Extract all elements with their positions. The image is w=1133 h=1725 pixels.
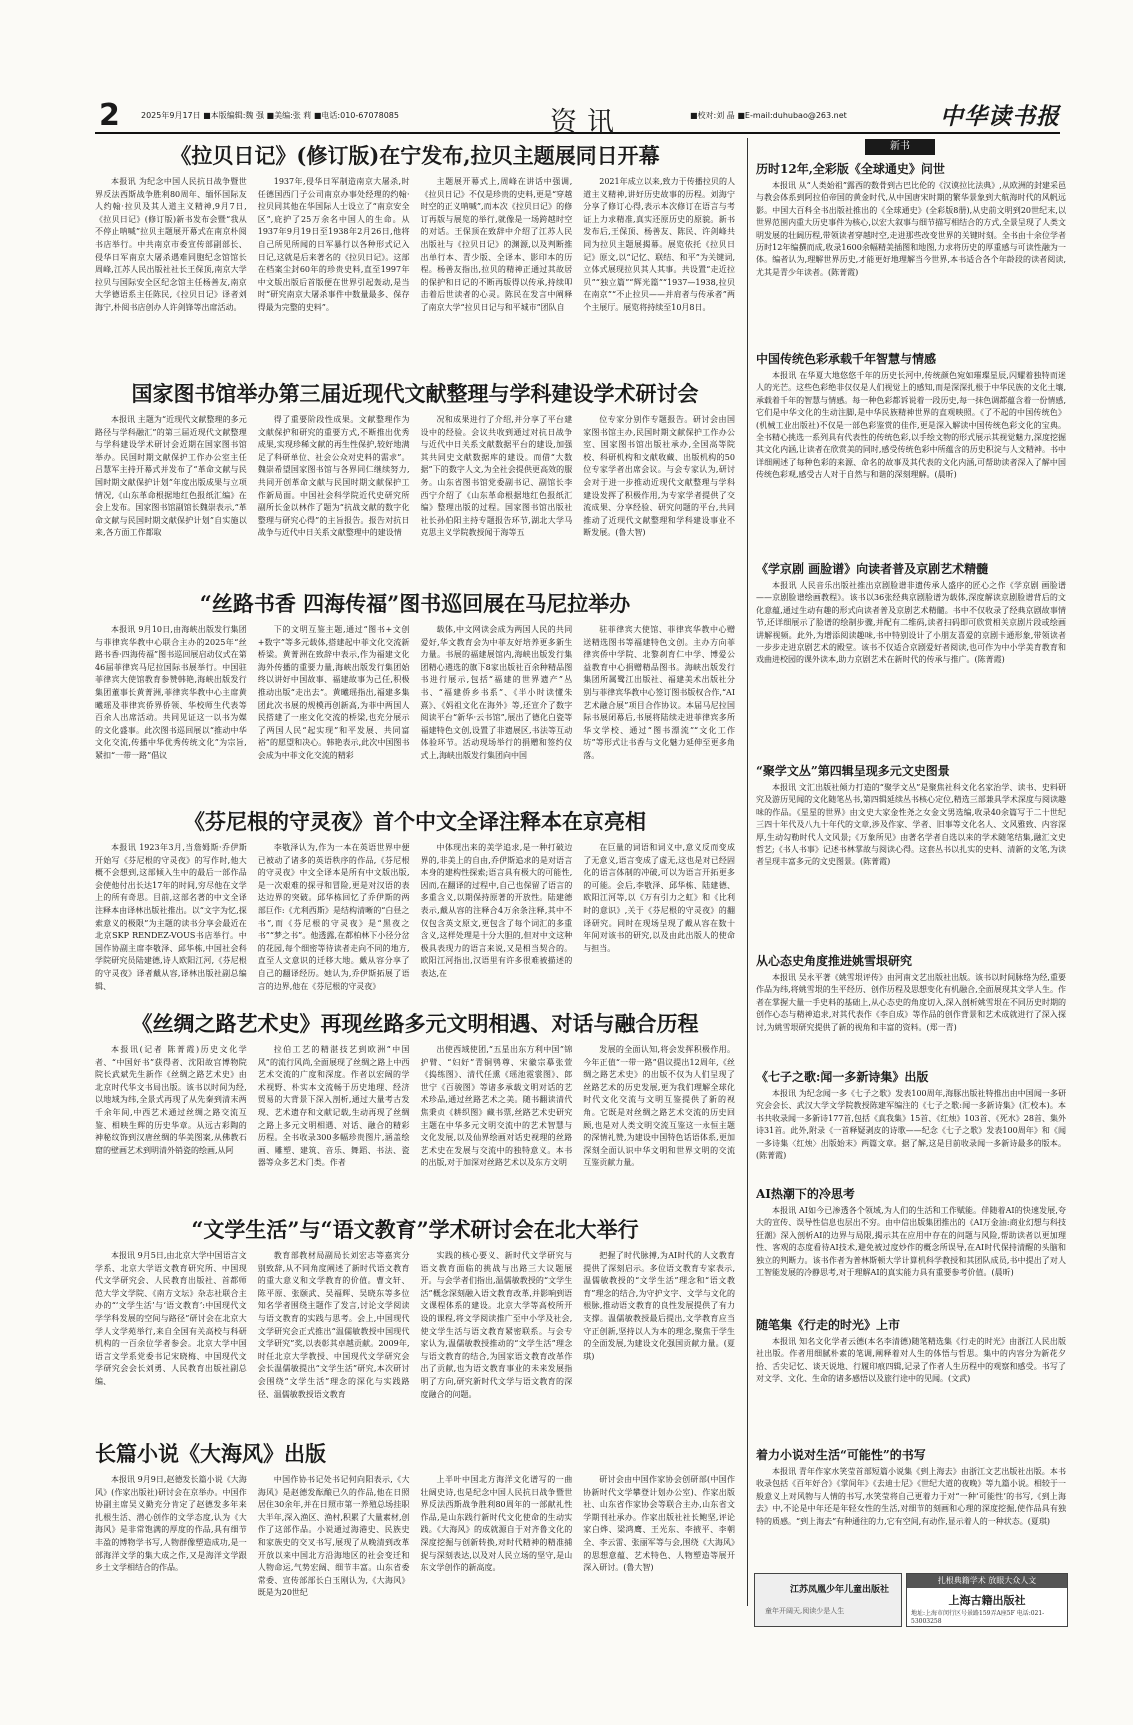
article-text: 位专家分别作专题报告。研讨会由国家图书馆主办,民国时期文献保护工作办公室、国家图书馆出版社承办,全国高等院校、科研机构和文献收藏、出版机构的50位专家学者出席会议。与会专家认为,研讨会对于进一步推动近现代文献整理与学科建设发挥了积极作用,为专家学者提供了交流成果、分享经验、研究问题的平台,共同推动了近现代文献整理和学科建设事业不断发展。(鲁大智): [583, 415, 735, 538]
article-title: 《芬尼根的守灵夜》首个中文全译注释本在京亮相: [184, 809, 646, 834]
page-number: 2: [99, 98, 120, 133]
article-text: 研讨会由中国作家协会创研部(中国作协新时代文学攀登计划办公室)、作家出版社、山东省作家协会等联合主办,山东省文学期刊社承办。作家出版社社长鲍坚,评论家白烨、梁鸿鹰、王光东、李掖平、李朝全、李云雷、张丽军等与会,围绕《大海风》的思想意蕴、艺术特色、人物塑造等展开深入研讨。(鲁大智): [583, 1475, 735, 1573]
brief-text: 本报讯 人民音乐出版社推出京剧脸谱非遗传承人盛序的匠心之作《学京剧 画脸谱——京剧脸谱绘画教程》。该书以36张经典京剧脸谱为载体,深度解读京剧脸谱背后的文化意蕴,通过生动有趣的形式向读者普及京剧艺术精髓。书中不仅收录了经典京剧故事情节,还详细展示了脸谱的绘制步骤,并配有二维码,读者扫码即可欣赏相关京剧片段或绘画讲解视频。此外,为增添阅读趣味,书中特别设计了小朋友喜爱的京剧卡通形象,带领读者一步步走进京剧艺术的殿堂。该书不仅适合京剧爱好者阅读,也可作为中小学美育教育和戏曲进校园的课外读本,助力京剧艺术在新时代的传承与推广。(陈菁霞): [756, 581, 1066, 665]
page-header: [95, 98, 1060, 138]
brief-4: [756, 762, 1066, 946]
publisher-ad-left: [754, 1573, 902, 1627]
article-title: 《拉贝日记》(修订版)在宁发布,拉贝主题展同日开幕: [170, 143, 660, 168]
article-title: 长篇小说《大海风》出版: [95, 1441, 326, 1466]
brief-text: 本报讯 吴永平著《姚雪垠评传》由河南文艺出版社出版。该书以时间脉络为经,重要作品为纬,将姚雪垠的生平经历、创作历程及思想变化有机融合,全面展现其文学人生。作者在掌握大量一手史料的基础上,从心态史的角度切入,深入剖析姚雪垠在不同历史时期的创作心态与精神追求,对其代表作《李自成》等作品的创作背景和艺术成就进行了深入探讨,为姚雪垠研究提供了新的视角和丰富的资料。(郑一青): [756, 973, 1066, 1032]
brief-title: AI热潮下的冷思考: [756, 1187, 855, 1201]
article-text: 本报讯 为纪念中国人民抗日战争暨世界反法西斯战争胜利80周年、缅怀国际友人约翰·拉贝及其人道主义精神,9月7日,《拉贝日记》(修订版)新书发布会暨“我从不停止呐喊”拉贝主题展开幕式在南京朴阅书店举行。中共南京市委宣传部副部长、侵华日军南京大屠杀遇难同胞纪念馆馆长周峰,江苏人民出版社社长王保顶,南京大学拉贝与国际安全区纪念馆主任杨善友,南京大学德语系主任陈民,《拉贝日记》译者刘海宁,朴阅书店创办人许剑锋等出席活动。: [95, 177, 247, 312]
brief-text: 本报讯 在华夏大地悠悠千年的历史长河中,传统颜色宛如璀璨星辰,闪耀着独特而迷人的光芒。这些色彩绝非仅仅是人们视觉上的感知,而是深深扎根于中华民族的文化土壤,承载着千年的智慧与情感。每一种色彩都诉说着一段历史,每一抹色调都蕴含着一份情感,它们是中华文化的生动注脚,是中华民族精神世界的直观映照。《了不起的中国传统色》(机械工业出版社)不仅是一部色彩鉴赏的佳作,更是深入解读中国传统色彩文化的宝典。全书精心挑选一系列具有代表性的传统色彩,以手绘文物的形式展示其视觉魅力,深度挖掘其文化内涵,让读者在欣赏美的同时,感受传统色彩中所蕴含的历史积淀与人文精神。书中详细阐述了每种色彩的来源、命名的故事及其代表的文化内涵,可帮助读者深入了解中国传统色彩观,感受古人对于自然与和谐的深刻理解。(晨昕): [756, 371, 1066, 480]
article-text: 2021年成立以来,致力于传播拉贝的人道主义精神,讲好历史故事的历程。刘海宁分享了修订心得,表示本次修订在语言与考证上力求精准,真实还原历史的原貌。新书发布后,王保顶、杨善友、陈民、许剑峰共同为拉贝主题展揭幕。展览依托《拉贝日记》原文,以“记忆、联结、和平”为关键词,立体式展现拉贝其人其事。共设置“走近拉贝”“独立篇”“辉光篇”“1937—1938,拉贝在南京”“不止拉贝——并肩者与传承者”两个主展厅。展览将持续至10月8日。: [583, 177, 735, 312]
newspaper-logo: 中华读书报: [940, 103, 1060, 130]
article-6: [95, 1214, 735, 1424]
publisher-ad-right: [906, 1573, 1068, 1627]
brief-title: 着力小说对生活“可能性”的书写: [756, 1448, 926, 1462]
article-3: [95, 588, 735, 793]
article-text: 李敬泽认为,作为一本在英语世界中便已被动了诸多的英语秩序的作品,《芬尼根的守灵夜》中文全译本是所有中文版出版,是一次艰难的探寻和冒险,更是对汉语的表达边界的突破。邱华栋回忆了乔伊斯的两部巨作:《尤利西斯》是结构清晰的“白昼之书”,而《芬尼根的守灵夜》是“黑夜之书”“梦之书”。他透露,在都柏林下小径分岔的花园,每个细密等待读者走向不同的地方,直至人文意识的迁移大地。戴从容分享了自己的翻译经历。她认为,乔伊斯拓展了语言的边界,他在《芬尼根的守灵夜》: [257, 843, 410, 991]
article-text: 1937年,侵华日军制造南京大屠杀,时任德国西门子公司南京办事处经理的约翰·拉贝同其他在华国际人士设立了“南京安全区”,庇护了25万余名中国人的生命。从1937年9月19日至1938年2月26日,他将自己所见所闻的日军暴行以各种形式记入日记,这就是后来著名的《拉贝日记》。这部在档案尘封60年的珍贵史料,直至1997年中文版出版后首版便在世界引起轰动,是当时“研究南京大屠杀事件中数量最多、保存得最为完整的史料”。: [257, 177, 410, 312]
brief-title: “聚学文丛”第四辑呈现多元文史图景: [756, 764, 950, 778]
ad-publisher-name: 江苏凤凰少年儿童出版社: [790, 1585, 890, 1595]
article-text: 在巨量的词语和词义中,意义反而变成了无意义,语言变成了虚无,这也是对已经固化的语言体制的冲破,可以为语言开拓更多的可能。会后,李敬泽、邱华栋、陆建德、欧阳江河等,以《万有引力之虹》和《比利时的意识》,关于《芬尼根的守灵夜》的翻译研究。同时在现场呈现了戴从容在数十年间对该书的研究,以及由此出版人的使命与担当。: [583, 843, 735, 953]
brief-text: 本报讯 从“人类始祖”露西的数骨到古巴比伦的《汉谟拉比法典》,从欧洲的封建采邑与教会体系到阿拉伯帝国的黄金时代,从中国唐宋时期的繁华景象到大航海时代的风帆远影。中国大百科全书出版社推出的《全球通史》(全彩版8册),从史前文明到20世纪末,以世界范围内重大历史事件为核心,以宏大叙事与细节描写相结合的方式,全景呈现了人类文明发展的壮阔历程,带领读者穿越时空,走进那些改变世界的关键时刻。全书由十余位学者历时12年编撰而成,收录1600余幅精美插图和地图,力求将历史的厚重感与可读性融为一体。编者认为,理解世界历史,才能更好地理解当今世界,本书适合各个年龄段的读者阅读,尤其是青少年读者。(陈菁霞): [756, 181, 1066, 277]
brief-5: [756, 952, 1066, 1062]
article-text: 中体现出来的美学追求,是一种打破边界的,非美上的自由,乔伊斯追求的是对语言本身的建构性探索;语言具有极大的可能性,因而,在翻译的过程中,自己也保留了语言的多重含义,以期保持原著的开放性。陆建德表示,戴从容的注释合4万余条注释,其中不仅包含英文原文,更包含了每个词汇的多重含义,这样处理是十分大胆的,但对中文这种极具表现力的语言来说,又是相当契合的。欧阳江河指出,汉语里有许多很难被描述的表达,在: [420, 843, 573, 978]
ad-publisher-name: 上海古籍出版社: [948, 1594, 1026, 1607]
article-title: 《丝绸之路艺术史》再现丝路多元文明相遇、对话与融合历程: [131, 1011, 699, 1036]
column-divider: [747, 138, 748, 1606]
article-text: 本报讯 9月9日,赵德发长篇小说《大海风》(作家出版社)研讨会在京举办。中国作协副主席吴义勤充分肯定了赵德发多年来扎根生活、潜心创作的文学态度,认为《大海风》是非常饱满的厚度的作品,具有细节丰盈的博物学书写,人物群像塑造成功,是一部海洋文学的集大成之作,又是海洋文学跟乡土文学相结合的作品。: [95, 1475, 247, 1573]
article-text: 得了重要阶段性成果。文献整理作为文献保护和研究的重要方式,不断推出优秀成果,实现珍稀文献的再生性保护,较好地满足了科研单位、社会公众对史料的需求”。魏崇希望国家图书馆与各界同仁继续努力,共同开创革命文献与民国时期文献保护工作新局面。中国社会科学院近代史研究所副所长金以林作了题为“抗战文献的数字化整理与研究心得”的主旨报告。报告对抗日战争与近代中日关系文献整理中的建设情: [257, 415, 410, 538]
brief-8: [756, 1316, 1066, 1440]
section-title: 资讯: [550, 107, 624, 138]
ad-address: 地址:上海市闵行区号景路159弄A座5F 电话:021-53003258: [911, 1610, 1045, 1625]
article-text: 本报讯 1923年3月,当詹姆斯·乔伊斯开始写《芬尼根的守灵夜》的写作时,他大概不会想到,这部倾入生中的最后一部作品会使他付出长达17年的时间,穷尽他在文学上的所有奇思。目前,这部名著的中文全译注释本由译林出版社推出。以“文字为忆,探索意义的极限”为主题的读书分享会最近在北京SKP RENDEZ-VOUS书店举行。中国作协副主席李敬泽、邱华栋,中国社会科学院研究员陆建德,诗人欧阳江河,《芬尼根的守灵夜》译者戴从容,译林出版社副总编辑、: [95, 843, 247, 991]
brief-text: 本报讯 青年作家水笑莹首部短篇小说集《到上海去》由浙江文艺出版社出版。本书收录包括《百年好合》《掌间年》《去迪士尼》《世纪大道的夜晚》等九篇小说。相较于一般意义上对风物与人情的书写,水笑莹将自己更着力于对“一种‘可能性’的书写,《到上海去》中,不论是中年还是年轻女性的生活,对细节的刻画和心理的深度挖掘,使作品具有独特的质感。“到上海去”有种通往的力,它有空间,有动作,显示着人的一种状态。(夏琪): [756, 1467, 1066, 1526]
article-text: 况和成果进行了介绍,并分享了平台建设中的经验。会议共收到通过对抗日战争与近代中日关系文献数据平台的建设,加强其共同史文献数据库的建设。而借“大数据”下的数字人文,为全社会提供更高效的服务。山东省图书馆党委副书记、副馆长李西宁介绍了《山东革命根据地红色报纸汇编》整理出版的过程。国家图书馆出版社社长孙伯阳主持专题报告环节,湖北大学马克思主义学院教授闻于海等五: [420, 415, 573, 538]
sidebar-tag: 新书: [865, 139, 935, 155]
ad-slogan: 扎根典籍学术 放眼大众人文: [907, 1574, 1067, 1588]
brief-6: [756, 1068, 1066, 1178]
brief-2: [756, 350, 1066, 553]
article-text: 上半叶中国北方海洋文化谱写的一曲壮阔史诗,也是纪念中国人民抗日战争暨世界反法西斯战争胜利80周年的一部献礼性作品,是山东践行新时代文化使命的生动实践。《大海风》的成就源自于对齐鲁文化的深度挖掘与创新转换,对时代精神的精准捕捉与深刻表达,以及对人民立场的坚守,是山东文学创作的新高度。: [420, 1475, 573, 1573]
article-text: 下的文明互鉴主题,通过“图书+文创+数字”等多元载体,搭建起中菲文化交流新桥梁。黄菁洲在致辞中表示,作为福建文化海外传播的重要力量,海峡出版发行集团始终以讲好中国故事、福建故事为己任,积极推动出版“走出去”。黄曦瑶指出,福建多集团此次书展的规模再创新高,为菲中两国人民搭建了一座文化交流的桥梁,也充分展示了两国人民“起实现”和平发展、共同富裕”的愿望和决心。韩艳表示,此次中国图书会成为中菲文化交流的精彩: [257, 625, 410, 760]
article-4: [95, 806, 735, 996]
article-text: 驻菲律宾大使馆、菲律宾华教中心赠送精选图书等福建特色文创。主办方向菲律宾侨中学院、北黎刹育仁中学、博爱公益教育中心捐赠精品图书。海峡出版发行集团所属鹭江出版社、福建美术出版社分别与菲律宾华教中心签订图书版权合作,“AI艺术融合展”项目合作协议。本届马尼拉国际书展闭幕后,书展将陆续走进菲律宾多所华文学校、通过“图书漂流”“文化工作坊”等形式让书香与文化魅力延伸至更多角落。: [583, 625, 735, 760]
article-title: “丝路书香 四海传福”图书巡回展在马尼拉举办: [199, 591, 631, 616]
article-text: 中国作协书记处书记何向阳表示,《大海风》是赵德发酝酿已久的作品,他在日照居住30余年,并在日照市第一养殖总场挂职大半年,深入渔区、渔村,积累了大量素材,创作了这部作品。小说通过海港史、民族史和家族史的交叉书写,展现了从晚清到改革开放以来中国北方沿海地区的社会变迁和人物命运,气势宏阔、细节丰富。山东省委常委、宣传部部长白玉刚认为,《大海风》既是为20世纪: [257, 1475, 410, 1598]
brief-3: [756, 560, 1066, 755]
brief-title: 中国传统色彩承载千年智慧与情感: [756, 352, 937, 366]
article-text: 本报讯(记者 陈菁霞)历史文化学者、“中国好书”获得者、沈阳故宫博物院院长武斌先生新作《丝绸之路艺术史》由北京时代华文书局出版。该书以时间为经,以地域为纬,全景式再现了从先秦到清末两千余年间,中西艺术通过丝绸之路交流互鉴、相映生辉的历史华章。从远古彩陶的神秘纹饰到汉唐丝绸的华美图案,从佛教石窟的壁画艺术到明清外销瓷的绘画,从阿: [95, 1045, 247, 1155]
brief-title: 《学京剧 画脸谱》向读者普及京剧艺术精髓: [756, 562, 989, 576]
brief-title: 《七子之歌:闻一多新诗集》出版: [756, 1070, 929, 1084]
brief-9: [756, 1446, 1066, 1568]
brief-text: 本报讯 为纪念闻一多《七子之歌》发表100周年,海豚出版社特推出由中国闻一多研究会会长、武汉大学文学院教授陈建军编注的《七子之歌:闻一多新诗集》(汇校本)。本书共收录闻一多新诗177首,包括《真我集》15首、《红烛》103首、《死水》28首、集外诗31首。此外,附录《一首释疑剥皮的诗歌——纪念《七子之歌》发表100周年》和《闻一多诗集〈红烛〉出版始末》两篇文章。据了解,这是目前收录闻一多新诗最多的版本。(陈菁霞): [756, 1089, 1066, 1161]
brief-title: 历时12年,全彩版《全球通史》问世: [756, 162, 945, 176]
brief-title: 从心态史角度推进姚雪垠研究: [756, 954, 913, 968]
article-text: 主题展开幕式上,周峰在讲话中强调,《拉贝日记》不仅是珍贵的史料,更是“穿越时空的正义呐喊”,而本次《拉贝日记》的修订再版与展览的举行,就像是一场跨越时空的对话。王保顶在致辞中介绍了江苏人民出版社与《拉贝日记》的渊源,以及判断推出单行本、青少版、全译本、影印本的历程。杨善友指出,拉贝的精神正通过其故居的保护和日记的不断再版得以传承,持续叩击着后世读者的心灵。陈民在发言中阐释了南京大学“拉贝日记与和平城市”团队自: [420, 177, 573, 312]
article-title: 国家图书馆举办第三届近现代文献整理与学科建设学术研讨会: [131, 381, 699, 406]
article-text: 本报讯 9月5日,由北京大学中国语言文学系、北京大学语文教育研究所、中国现代文学研究会、人民教育出版社、首都师范大学文学院、《南方文坛》杂志社联合主办的“‘文学生活’与‘语文教育’:中国现代文学学科发展的空间与路径”研讨会在北京大学人文学苑举行,来自全国有关高校与科研机构的一百余位学者参会。北京大学中国语言文学系党委书记宋晓梅、中国现代文学研究会会长刘勇、人民教育出版社副总编、: [95, 1251, 247, 1386]
header-info-left: 2025年9月17日 ■本版编辑:魏 强 ■美编:张 莉 ■电话:010-67078085: [141, 111, 399, 120]
article-7: [95, 1438, 735, 1618]
article-text: 把握了时代脉搏,为AI时代的人文教育提供了深刻启示。多位语文教育专家表示,温儒敏教授的“文学生活”理念和“语文教育”理念的结合,为守护文字、文学与文化的根脉,推动语文教育的良性发展提供了有力支撑。温儒敏教授最后提出,文学教育应当守正创新,坚持以人为本的理念,聚焦于学生的全面发展,为建设文化强国贡献力量。(夏琪): [583, 1251, 735, 1361]
article-title: “文学生活”与“语文教育”学术研讨会在北大举行: [191, 1217, 639, 1242]
brief-1: [756, 160, 1066, 343]
brief-text: 本报讯 知名文化学者云德(本名李清德)随笔精选集《行走的时光》由浙江人民出版社出版。作者用细腻朴素的笔调,阐释着对人生的体悟与哲思。集中的内容分为新花夕拾、舌尖记忆、谈天说地、行履印痕四辑,记录了作者人生历程中的观察和感受。书写了对文学、文化、生命的诸多感悟以及旅行途中的见闻。(文武): [756, 1337, 1066, 1384]
article-1: [95, 140, 735, 318]
brief-title: 随笔集《行走的时光》上市: [756, 1318, 901, 1332]
header-info-right: ■校对:刘 晶 ■E-mail:duhubao@263.net: [690, 111, 847, 120]
article-text: 本报讯 9月10日,由海峡出版发行集团与菲律宾华教中心联合主办的2025年“丝路书香·四海传福”图书巡回展启动仪式在第46届菲律宾马尼拉国际书展举行。中国驻菲律宾大使馆教育参赞韩艳,海峡出版发行集团董事长黄菁洲,菲律宾华教中心主席黄曦瑶及菲律宾侨界侨领、华校师生代表等百余人出席活动。共同见证这一以书为媒的文化盛事。此次图书巡回展以“推动中华文化交流,传播中华优秀传统文化”为宗旨,紧扣“一带一路”倡议: [95, 625, 247, 760]
brief-7: [756, 1185, 1066, 1310]
article-2: [95, 378, 735, 580]
article-text: 发展的全面认知,将会发挥积极作用。今年正值“一带一路”倡议提出12周年,《丝绸之路艺术史》的出版不仅为人们呈现了丝路艺术的历史发展,更为我们理解全球化时代文化交流与文明互鉴提供了新的视角。它既是对丝绸之路艺术交流的历史回顾,也是对人类文明交流互鉴这一永恒主题的深情礼赞,为建设中国特色话语体系,更加深刻全面认识中华文明和世界文明的交流互鉴贡献力量。: [583, 1045, 735, 1168]
article-text: 教育部教材局副局长刘宏志等嘉宾分别致辞,从不同角度阐述了新时代语文教育的重大意义和文学教育的价值。曹文轩、陈平原、张颐武、吴福辉、吴晓东等多位知名学者围绕主题作了发言,讨论文学阅读与语文教育的实践与思考。会上,中国现代文学研究会正式推出“温儒敏教授中国现代文学研究”奖,以表彰其卓越贡献。2009年,时任北京大学教授、中国现代文学研究会会长温儒敏提出“文学生活”研究,本次研讨会围绕“文学生活”理念的深化与实践路径、温儒敏教授语文教育: [257, 1251, 410, 1399]
article-text: 实践的核心要义、新时代文学研究与语文教育面临的挑战与出路三大议题展开。与会学者们指出,温儒敏教授的“文学生活”概念深刻融入语文教育改革,并影响到语文课程体系的建设。北京大学等高校所开设的课程,将文学阅读推广至中小学及社会,使文学生活与语文教育紧密联系。与会专家认为,温儒敏教授推动的“文学生活”理念与语文教育的结合,为国家语文教育改革作出了贡献,也为语文教育事业的未来发展指明了方向,研究新时代文学与语文教育的深度融合的问题。: [420, 1251, 573, 1399]
article-text: 拉伯工艺的精湛技艺到欧洲“中国风”的流行风尚,全面展现了丝绸之路上中西艺术交流的广度和深度。作者以宏阔的学术视野、朴实本文流畅于历史地理、经济贸易的大背景下深入剖析,通过大量考古发现、艺术遗存和文献记载,生动再现了丝绸之路上多元文明相遇、对话、融合的精彩历程。全书收录300多幅珍贵图片,涵盖绘画、雕塑、建筑、音乐、舞蹈、书法、瓷器等众多艺术门类。作者: [257, 1045, 410, 1168]
ad-slogan: 童年开阔天,阅读少是人生: [765, 1607, 845, 1615]
article-text: 本报讯 主题为“近现代文献整理的多元路径与学科融汇”的第三届近现代文献整理与学科建设学术研讨会近期在国家图书馆举办。民国时期文献保护工作办公室主任吕慧军主持开幕式并发布了“革命文献与民国时期文献保护计划”年度出版成果与立项情况,《山东革命根据地红色报纸汇编》在会上发布。国家图书馆副馆长魏崇表示,“革命文献与民国时期文献保护计划”自实施以来,各方面工作都取: [95, 415, 247, 538]
article-5: [95, 1008, 735, 1188]
article-text: 载体,中文网读会成为两国人民的共同爱好,华文教育会为中菲友好培养更多新生力量。书展的福建展馆内,海峡出版发行集团精心遴选的旗下8家出版社百余种精品图书进行展示,包括“福建的世界遗产”丛书、“福建侨乡书系”、《半小时读懂朱熹》、《妈祖文化在海外》等,还宣介了数字阅读平台“新华·云书馆”,展出了德化白瓷等福建特色文创,设置了非遗展区,书法等互动体验环节。活动现场举行的捐赠和签约仪式上,海峡出版发行集团向中国: [420, 625, 573, 760]
brief-text: 本报讯 AI如今已渗透各个领域,为人们的生活和工作赋能。伴随着AI的快速发展,夸大的宣传、误导性信息也层出不穷。由中信出版集团推出的《AI万金油:商业幻想与科技狂潮》深入剖析AI的边界与局限,揭示其在应用中存在的问题与风险,帮助读者以更加理性、客观的态度看待AI技术,避免被过度炒作的概念所误导,在AI时代保持清醒的头脑和独立的判断力。该书作者为普林斯顿大学计算机科学教授和其团队成员,书中提出了对人工智能发展的冷静思考,对于理解AI的真实能力具有重要参考价值。(晨昕): [756, 1206, 1066, 1278]
brief-text: 本报讯 文汇出版社倾力打造的“聚学文丛”是聚焦社科文化名家治学、读书、史料研究及游历见闻的文化随笔丛书,第四辑延续丛书核心定位,精选三部兼具学术深度与阅读趣味的作品。《星星的世界》由文史大家金性尧之女金文男选编,收录40余篇写于二十世纪三四十年代及八九十年代的文章,涉及作家、学者、旧事等文化名人、文风雅致、内容深厚,生动勾勒时代人文风景;《万象所见》由著名学者自选以来的学术随笔结集,融汇文史哲艺;《书人书事》记述书林掌故与阅读心得。这套丛书以扎实的史料、清新的文笔,为读者呈现丰富多元的文史图景。(陈菁霞): [756, 783, 1066, 867]
article-text: 出使西域使团,“五星出东方利中国”锦护臂、“妇好”青铜鸮尊、宋徽宗摹张萱《捣练图》、清代任熏《瑶池霓裳图》、郎世宁《百骏图》等诸多承载文明对话的艺术珍品,通过丝路艺术之美。随书翻读清代焦秉贞《耕织图》藏书票,丝路艺术史研究主题在中华多元文明交流中的艺术智慧与文化发展,以及仙界绘画对话史视理的丝路艺术史在发展与交流中的独特意义。本书的出版,对于加深对丝路艺术以及东方文明: [420, 1045, 573, 1168]
